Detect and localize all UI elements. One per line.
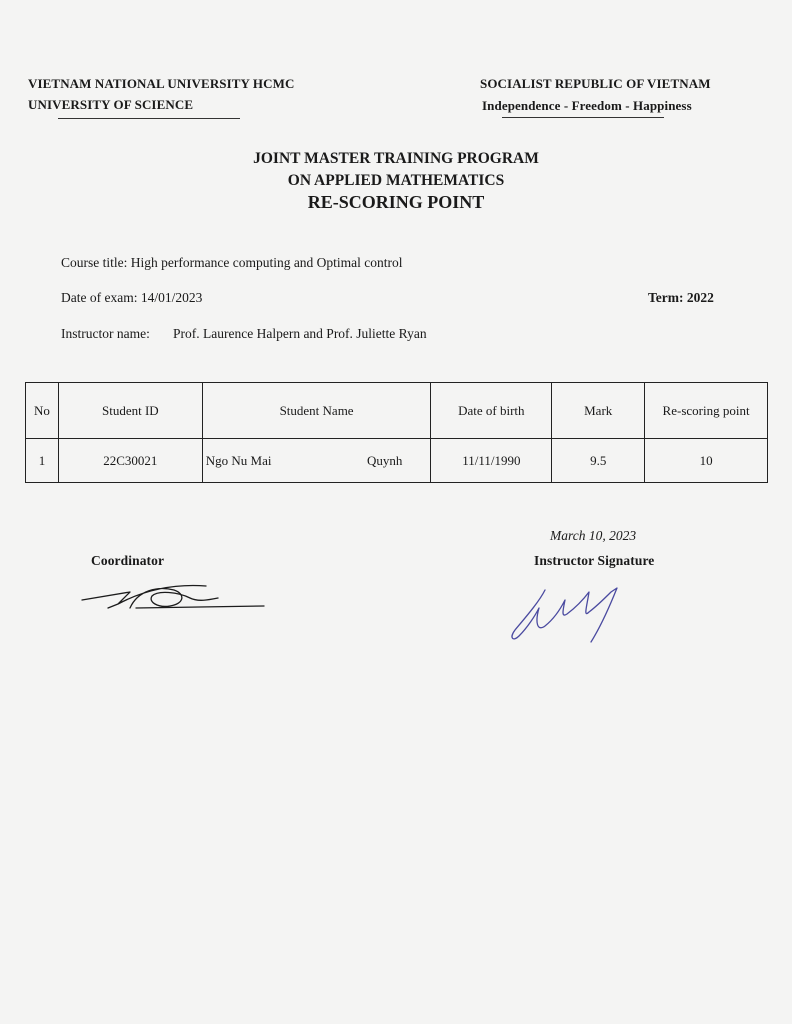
national-motto: Independence - Freedom - Happiness (482, 98, 692, 113)
exam-date: Date of exam: 14/01/2023 (61, 290, 203, 305)
table-row (26, 439, 768, 483)
row-student-name (202, 439, 431, 483)
program-title-line2: ON APPLIED MATHEMATICS (287, 172, 505, 189)
row-no: 1 (26, 439, 59, 483)
coordinator-signature-stroke (82, 586, 264, 608)
table-header-row (26, 383, 768, 439)
signature-date: March 10, 2023 (550, 528, 637, 543)
row-mark: 9.5 (552, 439, 645, 483)
header-date-of-birth: Date of birth (431, 383, 552, 439)
header-mark: Mark (552, 383, 645, 439)
header-rescoring-point: Re-scoring point (645, 383, 768, 439)
row-student-id: 22C30021 (58, 439, 202, 483)
document-title: RE-SCORING POINT (307, 192, 485, 212)
student-first-names: Ngo Nu Mai (205, 453, 272, 468)
right-header-rule (502, 117, 664, 118)
program-title-line1: JOINT MASTER TRAINING PROGRAM (253, 150, 539, 167)
instructor-signature (505, 582, 645, 648)
instructor-label: Instructor name: (61, 326, 150, 341)
faculty-name: UNIVERSITY OF SCIENCE (28, 97, 194, 112)
coordinator-signature (78, 578, 268, 618)
course-title: Course title: High performance computing and Optimal control (61, 255, 403, 270)
university-name: VIETNAM NATIONAL UNIVERSITY HCMC (28, 76, 295, 91)
republic-name: SOCIALIST REPUBLIC OF VIETNAM (480, 76, 711, 91)
instructor-signature-stroke (512, 588, 617, 642)
header-no: No (26, 383, 59, 439)
rescoring-table (25, 382, 768, 483)
term: Term: 2022 (648, 290, 714, 305)
coordinator-label: Coordinator (91, 553, 165, 568)
instructor-names: Prof. Laurence Halpern and Prof. Juliette Ryan (173, 326, 427, 341)
student-last-name: Quynh (367, 453, 403, 468)
left-header-rule (58, 118, 240, 119)
row-rescoring-point: 10 (645, 439, 768, 483)
instructor-signature-label: Instructor Signature (534, 553, 655, 568)
header-student-id: Student ID (58, 383, 202, 439)
header-student-name: Student Name (202, 383, 431, 439)
row-date-of-birth: 11/11/1990 (431, 439, 552, 483)
